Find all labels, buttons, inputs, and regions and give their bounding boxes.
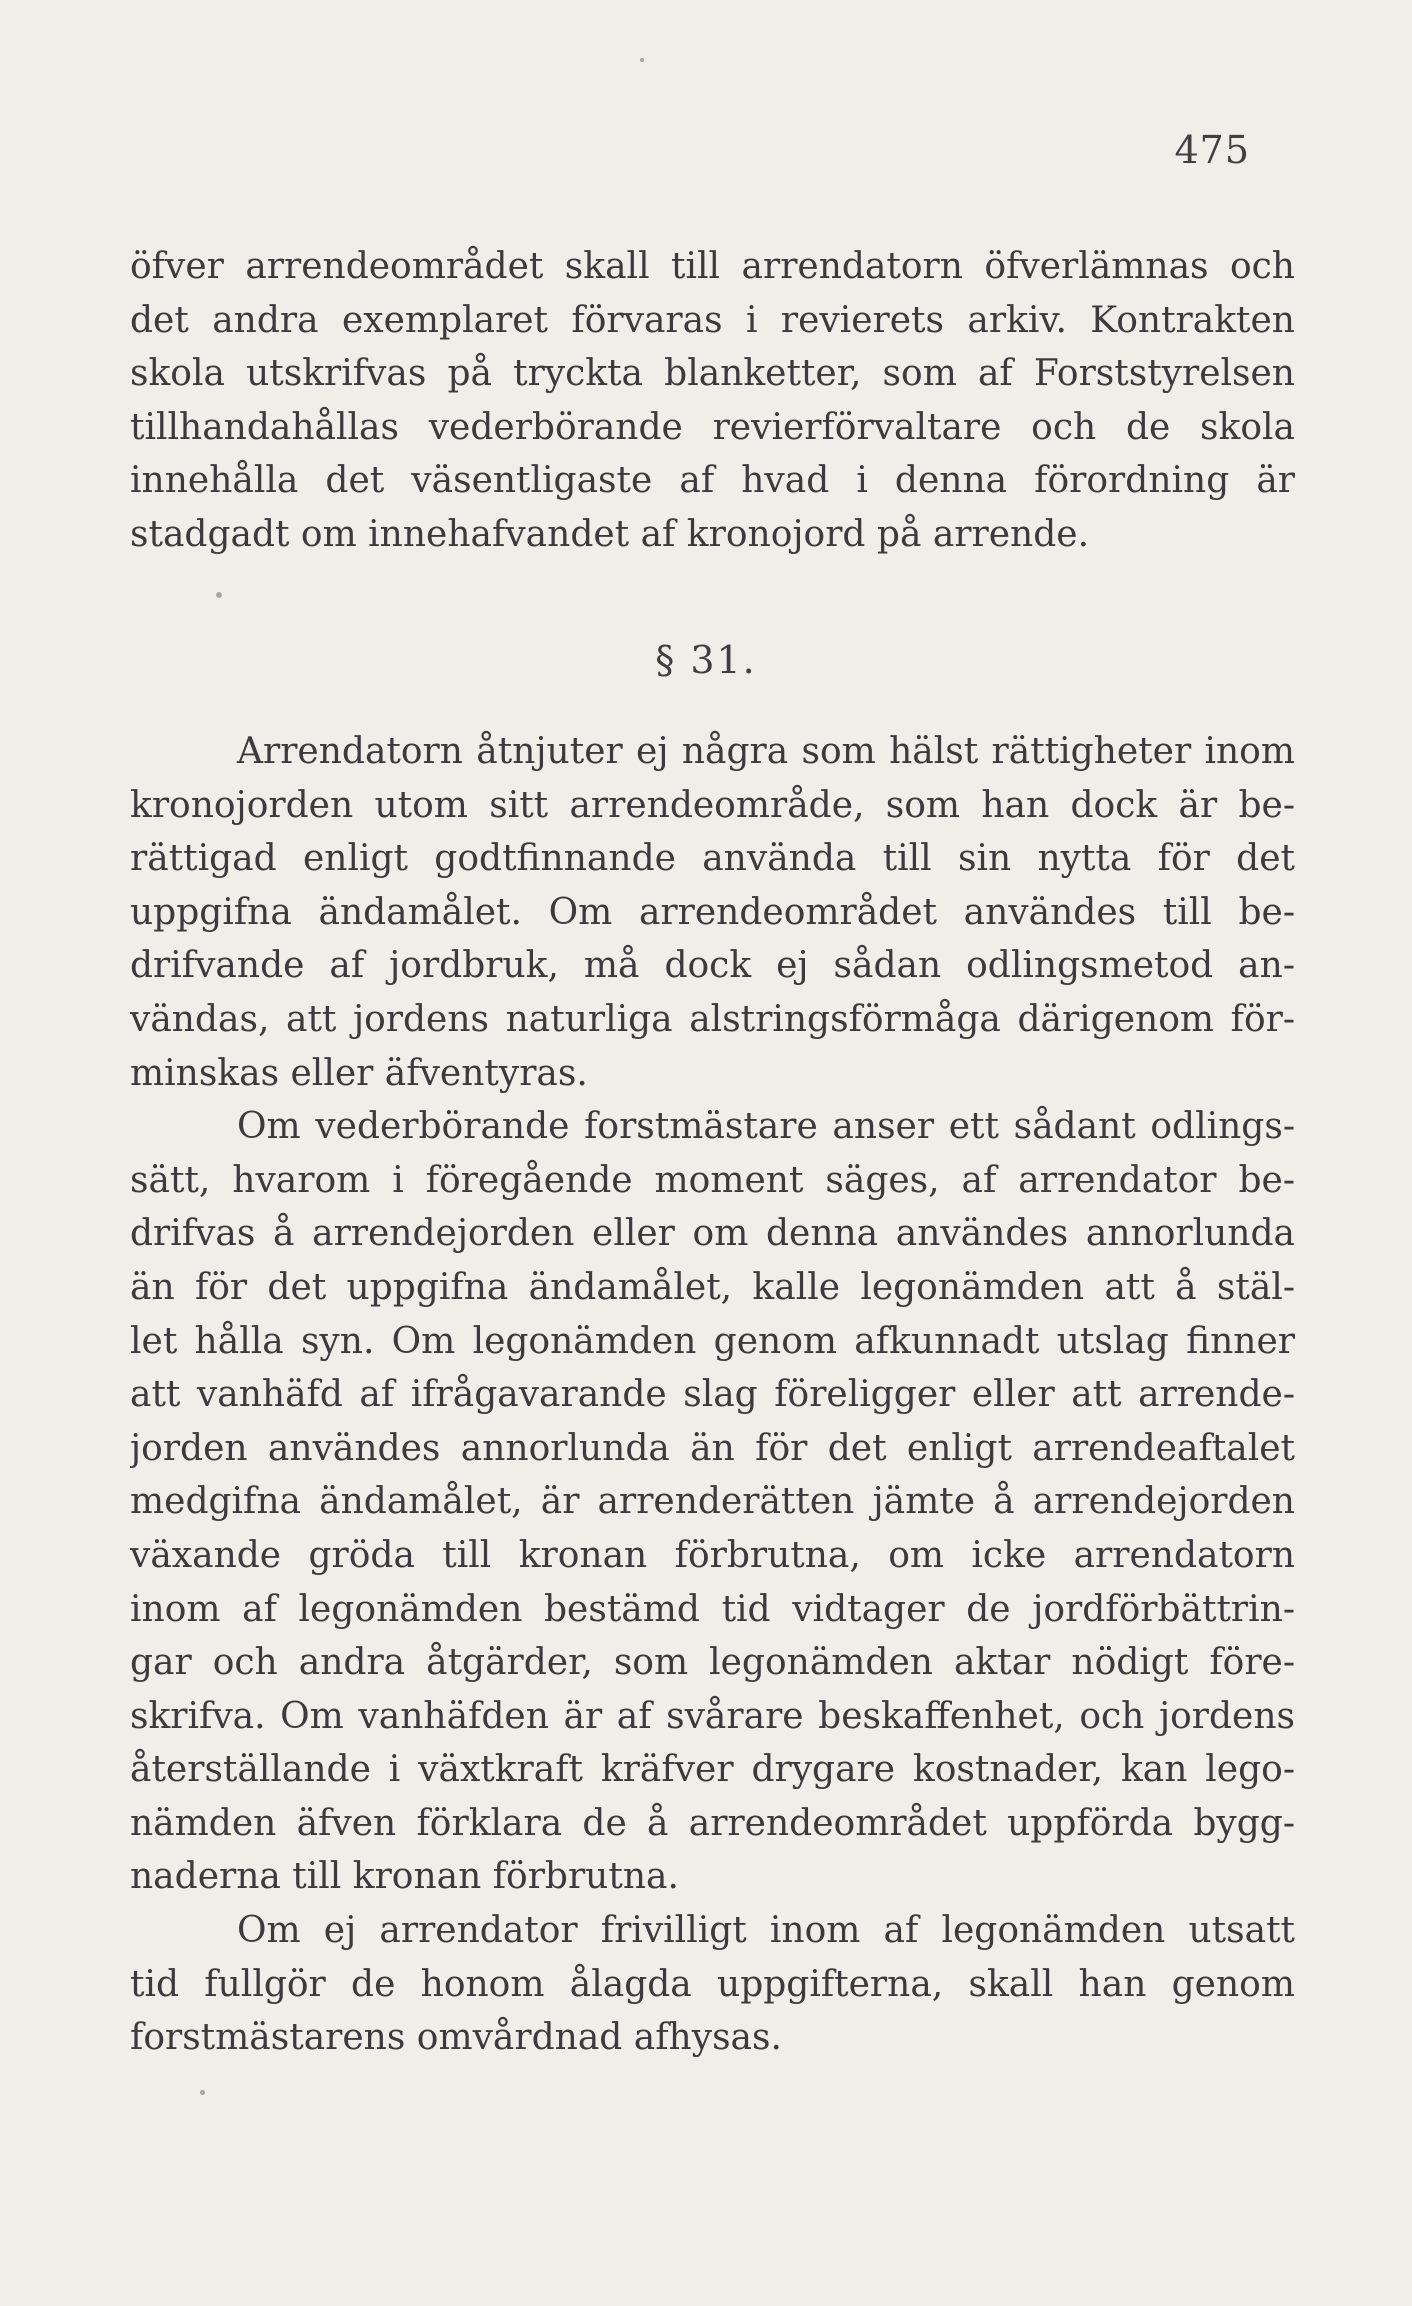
text-line: sätt, hvarom i föregående moment säges, af arrendator be- bbox=[130, 1159, 1295, 1201]
text-line: skrifva. Om vanhäfden är af svårare beskaffenhet, och jordens bbox=[130, 1695, 1295, 1737]
text-line: rättigad enligt godtfinnande använda till sin nytta för det bbox=[130, 838, 1295, 880]
text-line: jorden användes annorlunda än för det enligt arrendeaftalet bbox=[130, 1427, 1295, 1469]
text-line: gar och andra åtgärder, som legonämden aktar nödigt före- bbox=[130, 1642, 1295, 1684]
text-line: drifvande af jordbruk, må dock ej sådan odlingsmetod an- bbox=[130, 945, 1295, 987]
text-line: Om ej arrendator frivilligt inom af legonämden utsatt bbox=[237, 1910, 1295, 1952]
text-line: naderna till kronan förbrutna. bbox=[130, 1856, 679, 1898]
text-line: medgifna ändamålet, är arrenderätten jämte å arrendejorden bbox=[130, 1481, 1295, 1523]
paragraph-continuation bbox=[130, 240, 1295, 562]
text-line: tillhandahållas vederbörande revierförvaltare och de skola bbox=[130, 406, 1295, 448]
scan-speck bbox=[200, 2090, 205, 2095]
text-line: forstmästarens omvårdnad afhysas. bbox=[130, 2017, 782, 2059]
text-line: drifvas å arrendejorden eller om denna användes annorlunda bbox=[130, 1213, 1295, 1255]
text-line: det andra exemplaret förvaras i revierets arkiv. Kontrakten bbox=[130, 299, 1295, 341]
text-line: minskas eller äfventyras. bbox=[130, 1052, 588, 1094]
section-body bbox=[130, 725, 1295, 2065]
section-heading: § 31. bbox=[655, 638, 757, 682]
text-line: Om vederbörande forstmästare anser ett sådant odlings- bbox=[237, 1106, 1295, 1148]
text-line: kronojorden utom sitt arrendeområde, som han dock är be- bbox=[130, 784, 1295, 826]
text-line: tid fullgör de honom ålagda uppgifterna, skall han genom bbox=[130, 1963, 1295, 2005]
text-line: vändas, att jordens naturliga alstringsförmåga därigenom för- bbox=[130, 998, 1295, 1040]
text-line: inom af legonämden bestämd tid vidtager de jordförbättrin- bbox=[130, 1588, 1295, 1630]
text-line: nämden äfven förklara de å arrendeområdet uppförda bygg- bbox=[130, 1802, 1295, 1844]
scan-speck bbox=[640, 58, 644, 62]
text-line: växande gröda till kronan förbrutna, om icke arrendatorn bbox=[130, 1534, 1295, 1576]
text-line: let hålla syn. Om legonämden genom afkunnadt utslag finner bbox=[130, 1320, 1295, 1362]
text-line: uppgifna ändamålet. Om arrendeområdet användes till be- bbox=[130, 891, 1295, 933]
text-line: Arrendatorn åtnjuter ej några som hälst rättigheter inom bbox=[237, 731, 1295, 772]
scan-speck bbox=[216, 592, 222, 598]
text-line: skola utskrifvas på tryckta blanketter, som af Forststyrelsen bbox=[130, 353, 1295, 395]
text-line: innehålla det väsentligaste af hvad i denna förordning är bbox=[130, 460, 1295, 502]
text-line: än för det uppgifna ändamålet, kalle legonämden att å stäl- bbox=[130, 1266, 1295, 1308]
text-line: att vanhäfd af ifrågavarande slag föreligger eller att arrende- bbox=[130, 1374, 1295, 1416]
text-line: öfver arrendeområdet skall till arrendatorn öfverlämnas och bbox=[130, 246, 1295, 287]
page-number: 475 bbox=[1174, 128, 1250, 172]
text-line: stadgadt om innehafvandet af kronojord på arrende. bbox=[130, 513, 1090, 555]
text-line: återställande i växtkraft kräfver drygare kostnader, kan lego- bbox=[130, 1749, 1295, 1791]
